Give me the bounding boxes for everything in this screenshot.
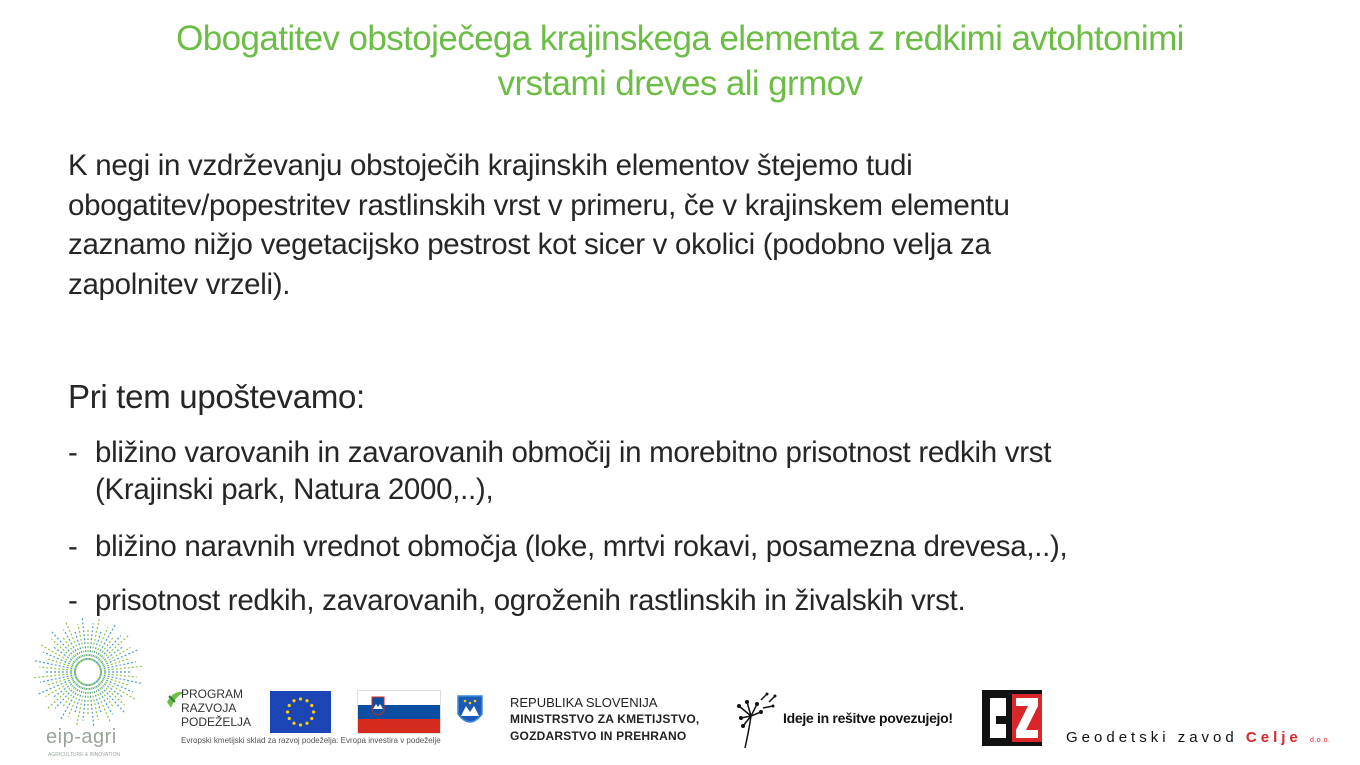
- slide-title-line-2: vrstami dreves ali grmov: [497, 64, 863, 103]
- eu-flag-icon: [270, 691, 331, 733]
- list-item-3-text: prisotnost redkih, zavarovanih, ogroženih rastlinskih in živalskih vrst.: [95, 584, 966, 617]
- intro-line-1: K negi in vzdrževanju obstoječih krajinskih elementov štejemo tudi: [68, 149, 913, 182]
- slogan-text: Ideje in rešitve povezujejo!: [783, 710, 953, 726]
- intro-line-4: zapolnitev vrzeli).: [68, 267, 291, 301]
- eip-agri-wordmark: eip-agri: [46, 726, 117, 748]
- slovenia-flag-icon: [358, 691, 440, 733]
- dash-bullet: -: [68, 584, 78, 617]
- eip-agri-logo-icon: [32, 616, 144, 728]
- ministry-text: REPUBLIKA SLOVENIJA MINISTRSTVO ZA KMETIJSTVO, GOZDARSTVO IN PREHRANO: [510, 695, 700, 743]
- slide-title-line-1: Obogatitev obstoječega krajinskega elementa z redkimi avtohtonimi: [176, 19, 1184, 58]
- dash-bullet: -: [68, 530, 78, 563]
- list-item-1-line-2: (Krajinski park, Natura 2000,..),: [95, 473, 494, 506]
- slovenia-coat-of-arms-icon: [456, 694, 484, 730]
- eafrd-caption: Evropski kmetijski sklad za razvoj podeželja: Evropa investira v podeželje: [181, 736, 441, 745]
- gz-logo-icon: [982, 690, 1042, 746]
- intro-paragraph: [68, 146, 1298, 304]
- dandelion-icon: [733, 690, 783, 750]
- intro-line-2: obogatitev/popestritev rastlinskih vrst v primeru, če v krajinskem elementu: [68, 188, 1010, 222]
- program-razvoja-text: PROGRAM RAZVOJA PODEŽELJA: [181, 687, 252, 729]
- geodetski-zavod-wordmark: Geodetski zavod Celje d.o.o.: [1066, 729, 1331, 746]
- list-item: [68, 528, 1067, 565]
- considerations-heading: Pri tem upoštevamo:: [68, 378, 365, 415]
- dash-bullet: -: [68, 436, 78, 469]
- list-item: [68, 434, 1051, 508]
- intro-line-3: zaznamo nižjo vegetacijsko pestrost kot sicer v okolici (podobno velja za: [68, 228, 991, 261]
- slide-title: [60, 16, 1300, 106]
- list-item-2-text: bližino naravnih vrednot območja (loke, mrtvi rokavi, posamezna drevesa,..),: [95, 530, 1068, 563]
- footer-logos: [0, 610, 1360, 765]
- list-item-1-line-1: bližino varovanih in zavarovanih območij in morebitno prisotnost redkih vrst: [95, 436, 1052, 469]
- eip-agri-tagline: AGRICULTURE & INNOVATION: [48, 752, 120, 758]
